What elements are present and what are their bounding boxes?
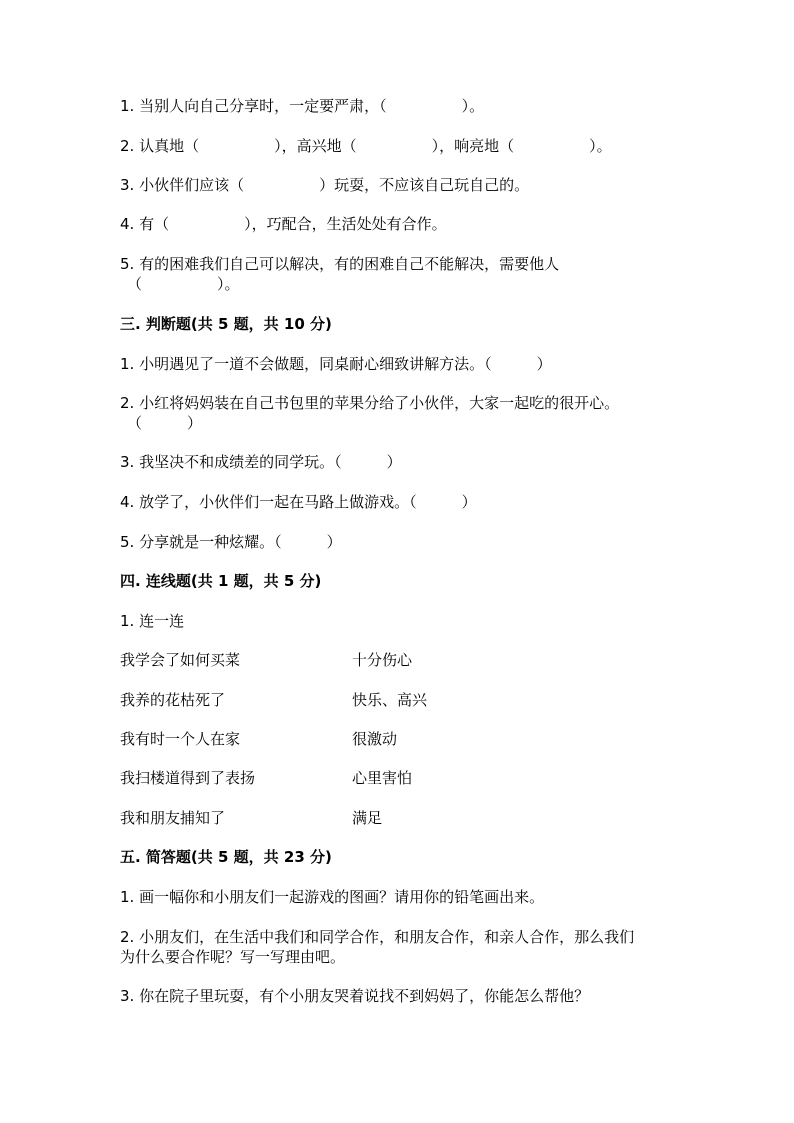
true-false-q2-line1: 2. 小红将妈妈装在自己书包里的苹果分给了小伙伴，大家一起吃的很开心。 <box>120 394 620 412</box>
section-heading-matching: 四. 连线题(共 1 题，共 5 分) <box>120 572 322 590</box>
short-answer-q1: 1. 画一幅你和小朋友们一起游戏的图画？请用你的铅笔画出来。 <box>120 888 545 906</box>
matching-left-item: 我养的花枯死了 <box>120 691 226 709</box>
matching-left-item: 我和朋友捕知了 <box>120 809 226 827</box>
matching-left-item: 我扫楼道得到了表扬 <box>120 769 256 787</box>
matching-q1: 1. 连一连 <box>120 612 185 630</box>
fill-in-q3: 3. 小伙伴们应该（ ）玩耍，不应该自己玩自己的。 <box>120 176 530 194</box>
fill-in-q2: 2. 认真地（ ），高兴地（ ），响亮地（ ）。 <box>120 137 612 155</box>
true-false-q4: 4. 放学了，小伙伴们一起在马路上做游戏。（ ） <box>120 493 477 511</box>
section-heading-true-false: 三. 判断题(共 5 题，共 10 分) <box>120 315 332 333</box>
fill-in-q5-line1: 5. 有的困难我们自己可以解决，有的困难自己不能解决，需要他人 <box>120 255 560 273</box>
matching-right-item: 很激动 <box>352 730 398 748</box>
matching-right-item: 心里害怕 <box>352 769 413 787</box>
short-answer-q3: 3. 你在院子里玩耍，有个小朋友哭着说找不到妈妈了，你能怎么帮他？ <box>120 987 590 1005</box>
matching-right-item: 十分伤心 <box>352 651 413 669</box>
matching-left-item: 我有时一个人在家 <box>120 730 241 748</box>
short-answer-q2-line2: 为什么要合作呢？写一写理由吧。 <box>120 948 346 966</box>
matching-left-item: 我学会了如何买菜 <box>120 651 241 669</box>
true-false-q3: 3. 我坚决不和成绩差的同学玩。（ ） <box>120 453 402 471</box>
section-heading-short-answer: 五. 简答题(共 5 题，共 23 分) <box>120 848 332 866</box>
short-answer-q2-line1: 2. 小朋友们，在生活中我们和同学合作，和朋友合作，和亲人合作，那么我们 <box>120 928 635 946</box>
fill-in-q1: 1. 当别人向自己分享时，一定要严肃，（ ）。 <box>120 97 485 115</box>
fill-in-q5-line2: （ ）。 <box>127 275 240 293</box>
matching-right-item: 快乐、高兴 <box>352 691 428 709</box>
matching-right-item: 满足 <box>352 809 383 827</box>
fill-in-q4: 4. 有（ ），巧配合，生活处处有合作。 <box>120 215 447 233</box>
true-false-q5: 5. 分享就是一种炫耀。（ ） <box>120 533 342 551</box>
true-false-q2-line2: （ ） <box>127 414 203 432</box>
true-false-q1: 1. 小明遇见了一道不会做题，同桌耐心细致讲解方法。（ ） <box>120 355 552 373</box>
